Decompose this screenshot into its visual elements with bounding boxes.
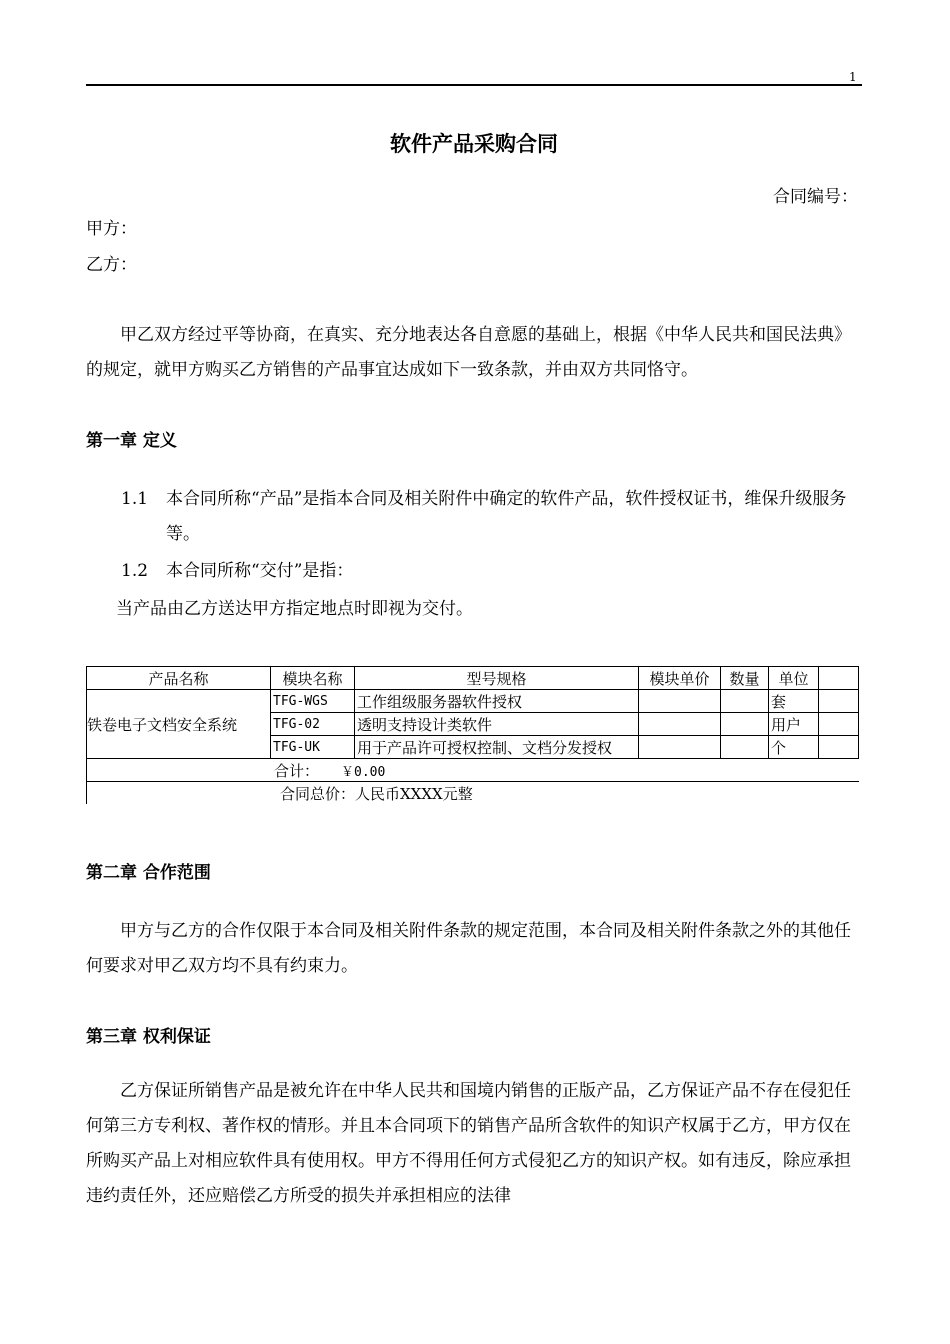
price-cell [639, 713, 721, 736]
unit-cell: 套 [769, 690, 819, 713]
column-header: 模块名称 [271, 667, 355, 690]
clause-text: 本合同所称“产品”是指本合同及相关附件中确定的软件产品，软件授权证书，维保升级服务等。 [166, 489, 847, 544]
table-header-row [87, 667, 859, 690]
qty-cell [721, 690, 769, 713]
chapter2-paragraph: 甲方与乙方的合作仅限于本合同及相关附件条款的规定范围，本合同及相关附件条款之外的其他任何要求对甲乙双方均不具有约束力。 [86, 921, 851, 976]
total-cell [87, 782, 859, 805]
module-cell: TFG-02 [271, 713, 355, 736]
spec-cell: 用于产品许可授权控制、文档分发授权 [355, 736, 639, 759]
column-header: 单位 [769, 667, 819, 690]
contract-number-label: 合同编号： [773, 187, 858, 207]
table-cell [819, 736, 859, 759]
table-cell [819, 690, 859, 713]
header-rule [86, 84, 862, 86]
subtotal-value: ￥0.00 [341, 764, 386, 780]
module-cell: TFG-UK [271, 736, 355, 759]
price-cell [639, 690, 721, 713]
column-header: 产品名称 [87, 667, 271, 690]
clause-number: 1.2 [121, 561, 149, 581]
chapter1-heading: 第一章 定义 [86, 431, 177, 451]
price-cell [639, 736, 721, 759]
unit-cell: 用户 [769, 713, 819, 736]
delivery-note: 当产品由乙方送达甲方指定地点时即视为交付。 [116, 599, 473, 619]
document-title: 软件产品采购合同 [390, 132, 558, 156]
spec-cell: 工作组级服务器软件授权 [355, 690, 639, 713]
unit-cell: 个 [769, 736, 819, 759]
chapter3-heading: 第三章 权利保证 [86, 1027, 211, 1047]
clause-number: 1.1 [121, 489, 149, 509]
subtotal-label: 合计： [273, 761, 319, 780]
product-table [86, 666, 859, 804]
subtotal-cell [87, 759, 859, 782]
page-number: 1 [849, 70, 857, 84]
qty-cell [721, 713, 769, 736]
table-row [87, 690, 859, 713]
party-b-label: 乙方： [86, 255, 137, 275]
product-name-cell: 铁卷电子文档安全系统 [87, 690, 271, 759]
column-header: 数量 [721, 667, 769, 690]
chapter2-heading: 第二章 合作范围 [86, 863, 211, 883]
module-cell: TFG-WGS [271, 690, 355, 713]
spec-cell: 透明支持设计类软件 [355, 713, 639, 736]
qty-cell [721, 736, 769, 759]
chapter3-paragraph: 乙方保证所销售产品是被允许在中华人民共和国境内销售的正版产品，乙方保证产品不存在侵犯任何第三方专利权、著作权的情形。并且本合同项下的销售产品所含软件的知识产权属于乙方，甲方仅在所购买产品上对相应软件具有使用权。甲方不得用任何方式侵犯乙方的知识产权。如有违反，除应承担违约责任外，还应赔偿乙方所受的损失并承担相应的法律 [86, 1081, 851, 1206]
table-cell [819, 667, 859, 690]
clause-text: 本合同所称“交付”是指： [166, 561, 354, 581]
subtotal-row [87, 759, 859, 782]
total-value: 人民币XXXX元整 [355, 784, 473, 803]
table-cell [819, 713, 859, 736]
column-header: 型号规格 [355, 667, 639, 690]
intro-paragraph: 甲乙双方经过平等协商，在真实、充分地表达各自意愿的基础上，根据《中华人民共和国民法典》的规定，就甲方购买乙方销售的产品事宜达成如下一致条款，并由双方共同恪守。 [86, 325, 851, 380]
party-a-label: 甲方： [86, 219, 137, 239]
total-row [87, 782, 859, 805]
total-label: 合同总价： [279, 784, 355, 803]
column-header: 模块单价 [639, 667, 721, 690]
